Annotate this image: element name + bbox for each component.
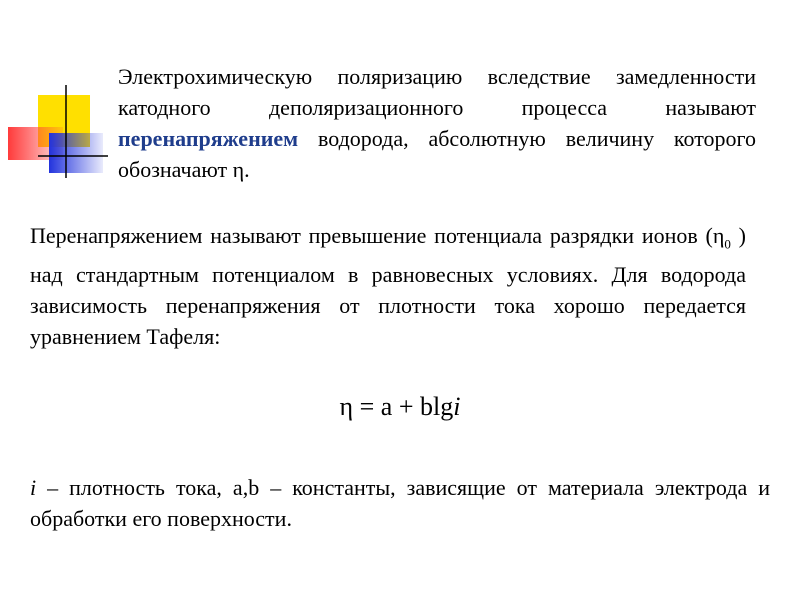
highlighted-term: перенапряжением <box>118 126 299 151</box>
tafel-equation: η = a + blgi <box>339 392 461 421</box>
legend-variable-i: i <box>30 475 37 500</box>
paragraph-tafel-intro: Перенапряжением называют превышение потенциала разрядки ионов ($\eta_0$ ) над стандартным потенциалом в равновесных условиях. Для водорода зависимость перенапряжения от плотности тока хорошо передается уравнением Тафеля: <box>30 223 746 350</box>
squares-logo-icon <box>0 0 110 190</box>
blue-square <box>49 133 103 173</box>
subscript-zero: 0 <box>724 236 731 252</box>
paragraph-definition: Электрохимическую поляризацию вследствие замедленности катодного деполяризационного процесса называют перенапряжением водорода, абсолютную величину которого обозначают η. <box>118 64 756 182</box>
formula-variable-i: i <box>453 392 461 421</box>
paragraph-legend: i – плотность тока, a,b – константы, зависящие от материала электрода и обработки его поверхности. <box>30 475 770 531</box>
